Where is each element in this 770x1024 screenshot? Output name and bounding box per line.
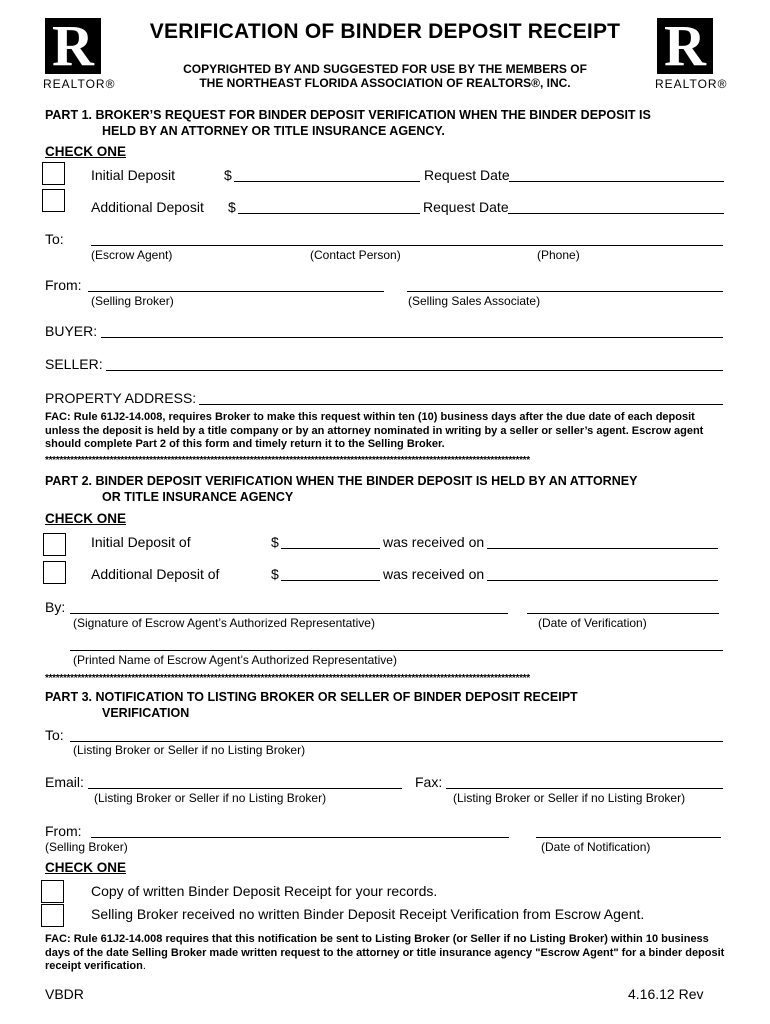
part3-heading-line-1: PART 3. NOTIFICATION TO LISTING BROKER OR SELLER OF BINDER DEPOSIT RECEIPT — [45, 690, 578, 704]
part3-to-caption: (Listing Broker or Seller if no Listing Broker) — [73, 743, 306, 757]
initial-received-date-field[interactable] — [487, 548, 718, 549]
by-label: By: — [45, 599, 66, 615]
property-address-label: PROPERTY ADDRESS: — [45, 390, 197, 406]
initial-deposit-of-checkbox[interactable] — [43, 533, 66, 556]
buyer-label: BUYER: — [45, 323, 98, 339]
subtitle-line-2: THE NORTHEAST FLORIDA ASSOCIATION OF REALTORS®, INC. — [199, 76, 571, 90]
part3-check-one: CHECK ONE — [45, 860, 127, 875]
part2-additional-dollar: $ — [271, 566, 279, 582]
part3-from-label: From: — [45, 823, 82, 839]
initial-was-received-label: was received on — [383, 534, 485, 550]
no-verification-checkbox[interactable] — [41, 904, 64, 927]
additional-request-date-field[interactable] — [508, 213, 724, 214]
realtor-logo-word: REALTOR® — [655, 77, 728, 91]
copy-receipt-checkbox[interactable] — [41, 880, 64, 903]
part3-fac-note: FAC: Rule 61J2-14.008 requires that this notification be sent to Listing Broker (or Seller if no Listing Broker) within 10 business days of the date Selling Broker made written request to the attorney or title insurance agency "Escrow Agent" for a binder deposit receipt verification. — [45, 933, 725, 972]
initial-deposit-label: Initial Deposit — [91, 167, 176, 183]
part3-selling-broker-field[interactable] — [91, 837, 509, 838]
fax-label: Fax: — [415, 774, 443, 790]
part3-to-field[interactable] — [70, 741, 723, 742]
additional-received-date-field[interactable] — [487, 580, 718, 581]
part1-from-label: From: — [45, 277, 82, 293]
realtor-r-icon: R — [45, 18, 101, 74]
part1-heading-line-1: PART 1. BROKER’S REQUEST FOR BINDER DEPOSIT VERIFICATION WHEN THE BINDER DEPOSIT IS — [45, 108, 651, 122]
initial-deposit-of-label: Initial Deposit of — [91, 534, 191, 550]
signature-field[interactable] — [70, 613, 508, 614]
initial-request-date-label: Request Date — [424, 167, 510, 183]
printed-name-caption: (Printed Name of Escrow Agent’s Authorized Representative) — [73, 653, 397, 667]
initial-deposit-checkbox[interactable] — [42, 162, 65, 185]
part1-heading-line-2: HELD BY AN ATTORNEY OR TITLE INSURANCE AGENCY. — [102, 124, 445, 138]
initial-request-date-field[interactable] — [509, 181, 724, 182]
part3-selling-broker-caption: (Selling Broker) — [45, 840, 128, 854]
part2-check-one: CHECK ONE — [45, 511, 127, 526]
additional-deposit-of-label: Additional Deposit of — [91, 566, 220, 582]
phone-caption: (Phone) — [537, 248, 580, 262]
additional-was-received-label: was received on — [383, 566, 485, 582]
additional-deposit-dollar: $ — [228, 199, 236, 215]
part2-heading-line-2: OR TITLE INSURANCE AGENCY — [102, 490, 294, 504]
part1-to-label: To: — [45, 231, 64, 247]
separator-2: *************************************************************************************************************************************** — [45, 673, 530, 684]
realtor-r-icon: R — [657, 18, 713, 74]
initial-deposit-dollar: $ — [224, 167, 232, 183]
no-verification-option: Selling Broker received no written Binder Deposit Receipt Verification from Escrow Agent. — [91, 906, 645, 922]
part1-check-one: CHECK ONE — [45, 144, 127, 159]
additional-deposit-of-checkbox[interactable] — [43, 561, 66, 584]
email-field[interactable] — [88, 788, 402, 789]
copy-receipt-option: Copy of written Binder Deposit Receipt for your records. — [91, 883, 438, 899]
date-of-notification-field[interactable] — [536, 837, 721, 838]
email-caption: (Listing Broker or Seller if no Listing Broker) — [94, 791, 327, 805]
page-title: VERIFICATION OF BINDER DEPOSIT RECEIPT — [149, 20, 621, 43]
separator-1: *************************************************************************************************************************************** — [45, 455, 530, 466]
initial-deposit-of-amount-field[interactable] — [281, 548, 380, 549]
selling-sales-associate-caption: (Selling Sales Associate) — [408, 294, 541, 308]
selling-broker-caption: (Selling Broker) — [91, 294, 174, 308]
part1-fac-note: FAC: Rule 61J2-14.008, requires Broker to make this request within ten (10) business days after the due date of each deposit unless the deposit is held by a title company or by an attorney nominated in writing by a seller or seller’s agent. Escrow agent should complete Part 2 of this form and timely return it to the Selling Broker. — [45, 411, 704, 450]
subtitle-line-1: COPYRIGHTED BY AND SUGGESTED FOR USE BY THE MEMBERS OF — [183, 62, 587, 76]
date-of-notification-caption: (Date of Notification) — [541, 840, 651, 854]
property-address-field[interactable] — [199, 404, 723, 405]
additional-deposit-checkbox[interactable] — [42, 189, 65, 212]
date-of-verification-field[interactable] — [527, 613, 719, 614]
buyer-field[interactable] — [101, 337, 723, 338]
seller-field[interactable] — [106, 370, 723, 371]
seller-label: SELLER: — [45, 356, 103, 372]
part2-heading-line-1: PART 2. BINDER DEPOSIT VERIFICATION WHEN THE BINDER DEPOSIT IS HELD BY AN ATTORNEY — [45, 474, 638, 488]
part1-to-field[interactable] — [91, 245, 723, 246]
revision-date: 4.16.12 Rev — [628, 986, 704, 1002]
selling-sales-associate-field[interactable] — [407, 291, 723, 292]
part3-heading-line-2: VERIFICATION — [102, 706, 190, 720]
additional-request-date-label: Request Date — [423, 199, 509, 215]
printed-name-field[interactable] — [70, 650, 723, 651]
additional-deposit-amount-field[interactable] — [238, 213, 420, 214]
initial-deposit-amount-field[interactable] — [234, 181, 420, 182]
escrow-agent-caption: (Escrow Agent) — [91, 248, 173, 262]
fax-caption: (Listing Broker or Seller if no Listing Broker) — [453, 791, 686, 805]
date-of-verification-caption: (Date of Verification) — [538, 616, 647, 630]
contact-person-caption: (Contact Person) — [310, 248, 401, 262]
part2-initial-dollar: $ — [271, 534, 279, 550]
signature-caption: (Signature of Escrow Agent’s Authorized Representative) — [73, 616, 375, 630]
form-code: VBDR — [45, 986, 84, 1002]
additional-deposit-label: Additional Deposit — [91, 199, 204, 215]
fax-field[interactable] — [446, 788, 723, 789]
realtor-logo-word: REALTOR® — [43, 77, 116, 91]
part3-to-label: To: — [45, 727, 64, 743]
additional-deposit-of-amount-field[interactable] — [281, 580, 380, 581]
email-label: Email: — [45, 774, 84, 790]
selling-broker-field[interactable] — [88, 291, 384, 292]
